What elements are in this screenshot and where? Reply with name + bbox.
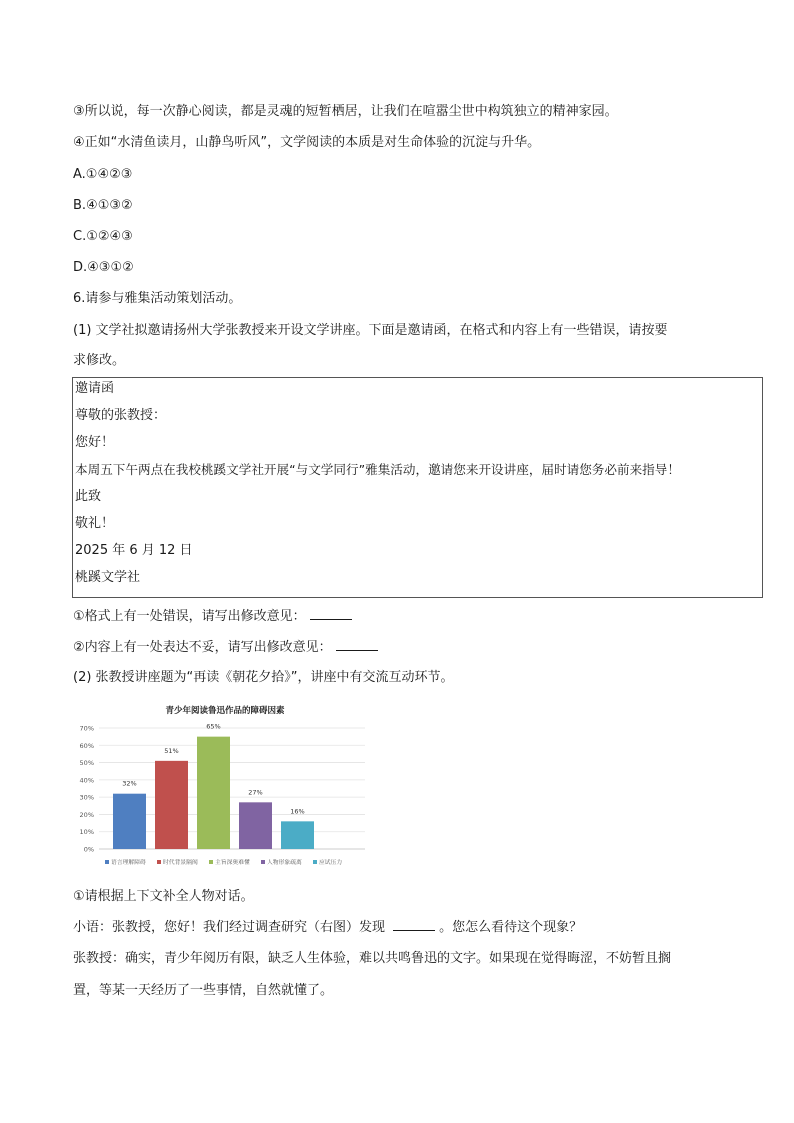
y-tick-label: 0% [83,845,94,854]
xiaoyu-text-a: 小语：张教授，您好！我们经过调查研究（右图）发现 [73,920,386,935]
bar-2 [155,761,188,849]
question-6-2: (2) 张教授讲座题为“再读《朝花夕拾》”，讲座中有交流互动环节。 [73,670,454,685]
question-6-1-line1: (1) 文学社拟邀请扬州大学张教授来开设文学讲座。下面是邀请函，在格式和内容上有一些错误，请按要 [73,323,668,338]
y-tick-label: 20% [79,810,94,819]
legend-swatch [209,860,213,864]
dialogue-answer-blank[interactable] [393,918,435,931]
y-axis-ticks [80,725,94,854]
legend-label: 主旨深奥难懂 [215,860,250,866]
letter-title: 邀请函 [75,381,115,396]
content-answer-blank[interactable] [336,638,378,651]
question-6-1-line2: 求修改。 [73,353,126,368]
bar-4 [239,802,272,849]
sentence-3: ③所以说，每一次静心阅读，都是灵魂的短暂栖居，让我们在喧嚣尘世中构筑独立的精神家园。 [73,104,618,119]
bar-value-label: 32% [122,779,137,788]
option-b: B.④①③② [73,198,133,213]
format-question-text: ①格式上有一处错误，请写出修改意见： [73,609,306,624]
bar-value-label: 65% [206,722,221,731]
bar-1 [113,794,146,849]
y-tick-label: 70% [79,724,94,733]
y-tick-label: 60% [79,741,94,750]
letter-body: 本周五下午两点在我校桃蹊文学社开展“与文学同行”雅集活动，邀请您来开设讲座，届时请您务必前来指导！ [75,462,680,477]
dialogue-zhang-line1: 张教授：确实，青少年阅历有限，缺乏人生体验，难以共鸣鲁迅的文字。如果现在觉得晦涩，不妨暂且搁 [73,951,672,966]
y-tick-label: 50% [79,759,94,768]
bar-5 [281,821,314,849]
letter-signature: 桃蹊文学社 [75,570,141,585]
bar-value-label: 16% [290,807,305,816]
xiaoyu-text-b: 。您怎么看待这个现象？ [439,920,583,935]
letter-closing-1: 此致 [75,489,102,504]
option-a: A.①④②③ [73,167,133,182]
legend-swatch [157,860,161,864]
invitation-letter-box [72,377,763,598]
letter-closing-2: 敬礼！ [75,516,115,531]
letter-salutation: 尊敬的张教授： [75,408,167,423]
legend-swatch [261,860,265,864]
option-d: D.④③①② [73,260,134,275]
legend-swatch [313,860,317,864]
letter-greeting: 您好！ [75,435,115,450]
content-question [73,638,378,657]
bar-value-label: 51% [164,746,179,755]
bar-chart [73,698,373,874]
legend-label: 应试压力 [319,860,343,866]
sentence-4: ④正如“水清鱼读月，山静鸟听风”，文学阅读的本质是对生命体验的沉淀与升华。 [73,135,541,150]
bar-3 [197,737,230,849]
dialogue-zhang-line2: 置，等某一天经历了一些事情，自然就懂了。 [73,983,334,998]
option-c: C.①②④③ [73,229,133,244]
format-question [73,607,352,626]
legend-swatch [105,860,109,864]
y-tick-label: 40% [79,776,94,785]
letter-date: 2025 年 6 月 12 日 [75,543,193,558]
y-tick-label: 10% [79,828,94,837]
chart-bars [113,723,314,849]
format-answer-blank[interactable] [310,607,352,620]
chart-title: 青少年阅读鲁迅作品的障碍因素 [165,706,285,716]
chart-legend [105,858,342,866]
dialogue-xiaoyu [73,918,582,937]
legend-label: 时代背景隔阂 [163,860,198,866]
content-question-text: ②内容上有一处表达不妥，请写出修改意见： [73,640,332,655]
question-6: 6.请参与雅集活动策划活动。 [73,291,242,306]
legend-label: 语言理解障碍 [111,860,146,866]
legend-label: 人物形象疏离 [267,860,302,866]
dialogue-instruction: ①请根据上下文补全人物对话。 [73,889,254,904]
bar-value-label: 27% [248,788,263,797]
y-tick-label: 30% [79,793,94,802]
